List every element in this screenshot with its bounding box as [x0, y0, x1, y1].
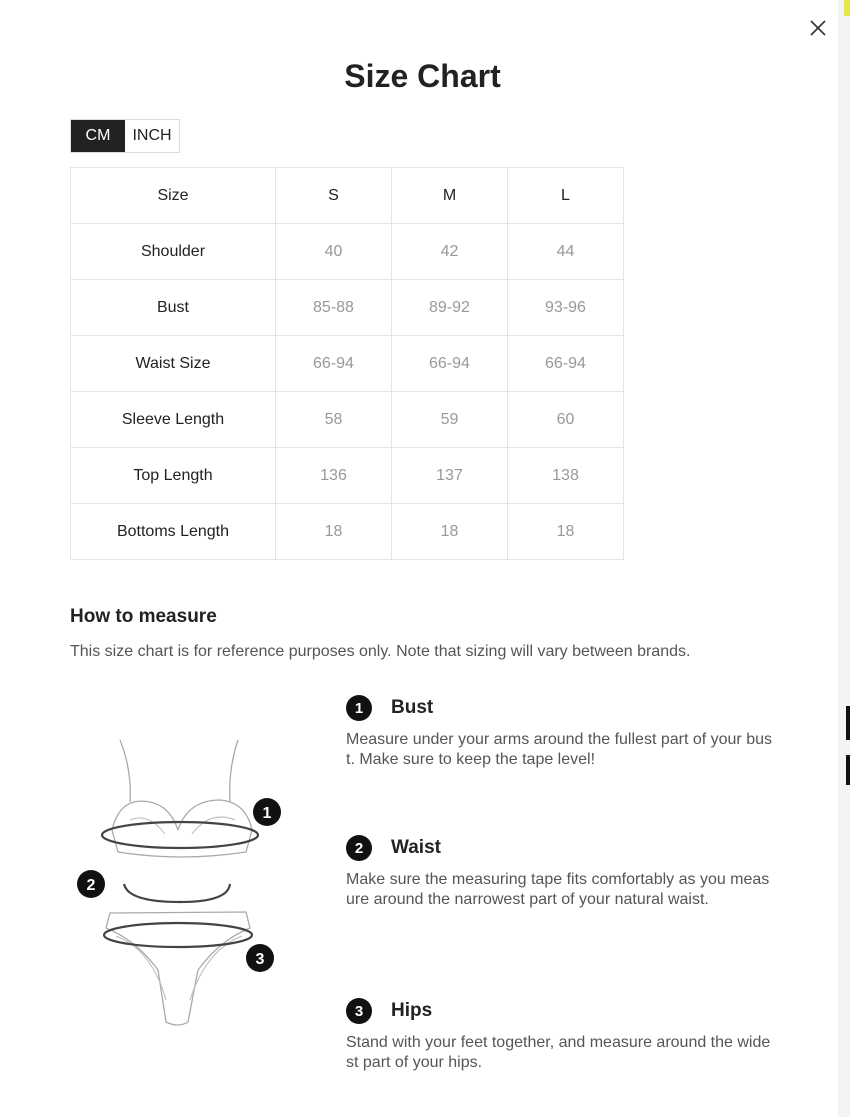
how-to-measure-title: How to measure — [70, 606, 217, 627]
unit-option-inch[interactable]: INCH — [125, 120, 179, 152]
close-icon — [807, 17, 829, 39]
row-label: Shoulder — [71, 224, 276, 280]
row-label: Bust — [71, 280, 276, 336]
table-row — [71, 280, 624, 336]
table-row — [71, 504, 624, 560]
modal-title: Size Chart — [344, 58, 501, 94]
close-button[interactable] — [807, 17, 829, 39]
step-title: Bust — [391, 697, 434, 718]
step-number: 2 — [346, 835, 372, 861]
measure-step-waist — [346, 834, 776, 910]
row-label: Top Length — [71, 448, 276, 504]
row-label: Bottoms Length — [71, 504, 276, 560]
swimsuit-measure-illustration — [70, 730, 300, 1040]
background-yellow-fragment — [844, 0, 850, 16]
row-value: 40 — [276, 224, 392, 280]
row-value: 93-96 — [508, 280, 624, 336]
row-value: 89-92 — [392, 280, 508, 336]
row-value: 44 — [508, 224, 624, 280]
row-value: 18 — [276, 504, 392, 560]
header-l: L — [508, 168, 624, 224]
row-value: 18 — [508, 504, 624, 560]
size-table — [70, 167, 624, 560]
how-to-measure-note: This size chart is for reference purposes only. Note that sizing will vary between brands. — [70, 643, 691, 660]
measure-step-hips — [346, 997, 776, 1073]
table-row — [71, 224, 624, 280]
illustration-marker-3: 3 — [255, 951, 265, 968]
unit-toggle — [70, 119, 180, 153]
row-value: 18 — [392, 504, 508, 560]
row-value: 136 — [276, 448, 392, 504]
row-value: 66-94 — [276, 336, 392, 392]
background-page-edge — [838, 0, 850, 1117]
row-value: 60 — [508, 392, 624, 448]
table-row — [71, 448, 624, 504]
step-number: 3 — [346, 998, 372, 1024]
header-s: S — [276, 168, 392, 224]
step-title: Hips — [391, 1000, 433, 1021]
illustration-marker-1: 1 — [262, 805, 272, 822]
row-value: 85-88 — [276, 280, 392, 336]
row-value: 138 — [508, 448, 624, 504]
background-dark-fragment — [846, 755, 850, 785]
step-text: Measure under your arms around the fullest part of your bust. Make sure to keep the tape level! — [346, 731, 772, 768]
row-value: 66-94 — [392, 336, 508, 392]
row-value: 42 — [392, 224, 508, 280]
row-label: Waist Size — [71, 336, 276, 392]
row-value: 59 — [392, 392, 508, 448]
background-dark-fragment — [846, 706, 850, 740]
row-value: 58 — [276, 392, 392, 448]
illustration-marker-2: 2 — [86, 877, 96, 894]
table-row — [71, 392, 624, 448]
row-value: 137 — [392, 448, 508, 504]
table-header-row — [71, 168, 624, 224]
header-size: Size — [71, 168, 276, 224]
step-number: 1 — [346, 695, 372, 721]
step-title: Waist — [391, 837, 441, 858]
step-text: Make sure the measuring tape fits comfortably as you measure around the narrowest part of your natural waist. — [346, 871, 770, 908]
row-label: Sleeve Length — [71, 392, 276, 448]
unit-option-cm[interactable]: CM — [71, 120, 125, 152]
measure-step-bust — [346, 694, 776, 770]
row-value: 66-94 — [508, 336, 624, 392]
step-text: Stand with your feet together, and measure around the widest part of your hips. — [346, 1034, 771, 1071]
table-row — [71, 336, 624, 392]
header-m: M — [392, 168, 508, 224]
